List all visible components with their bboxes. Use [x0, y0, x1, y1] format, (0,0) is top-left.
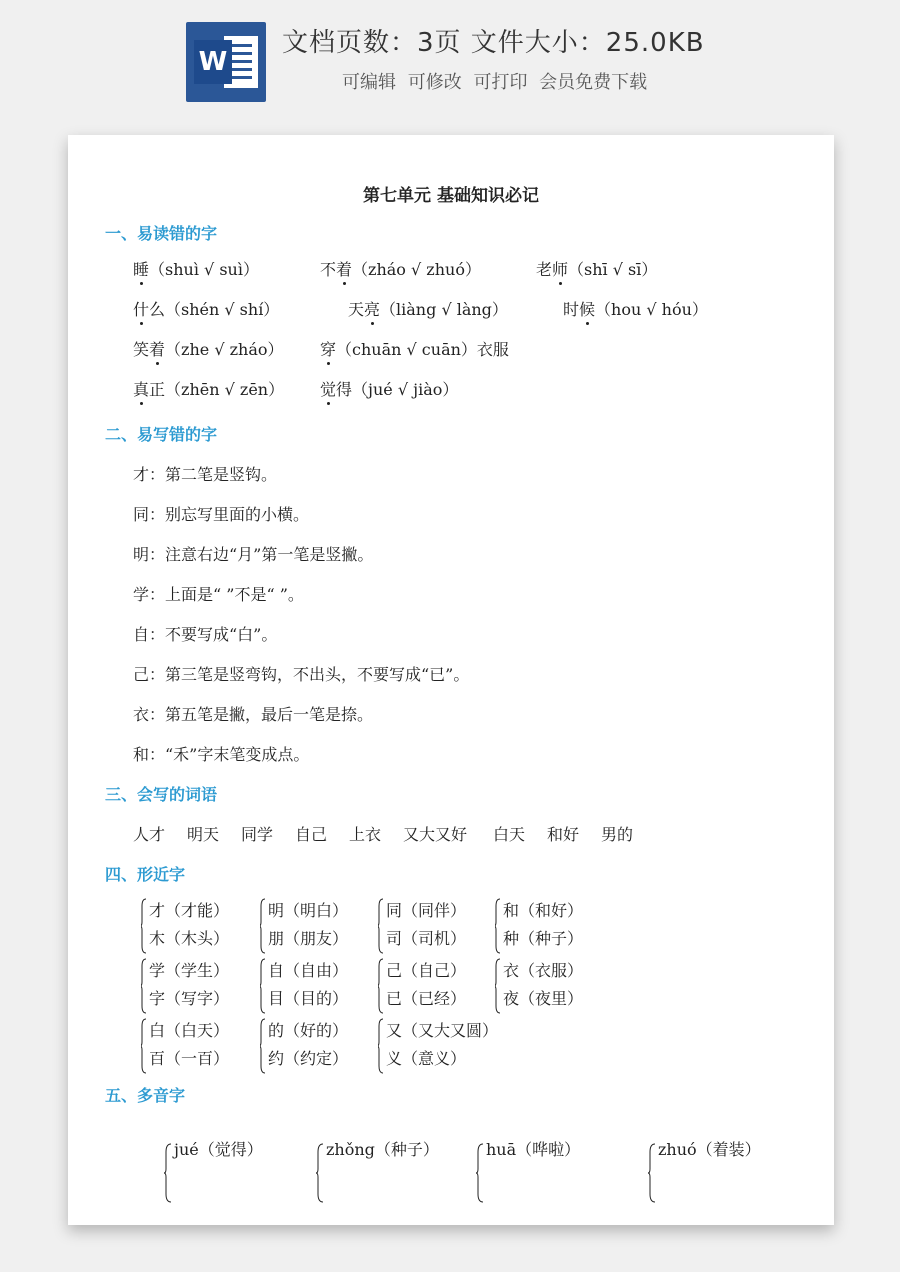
writing-tip: 自：不要写成“白”。 [133, 625, 278, 644]
section-heading-5: 五、多音字 [105, 1086, 186, 1105]
vocab-word: 男的 [601, 825, 634, 844]
document-title: 第七单元 基础知识必记 [363, 186, 539, 206]
brace-icon [378, 958, 384, 1014]
writing-tip: 同：别忘写里面的小横。 [133, 505, 310, 524]
brace-icon [495, 958, 501, 1014]
brace-icon [164, 1143, 172, 1207]
vocab-word: 明天 [187, 825, 220, 844]
section-heading-3: 三、会写的词语 [105, 785, 218, 804]
section-heading-1: 一、易读错的字 [105, 224, 218, 243]
pinyin-item: 天亮（liàng √ làng） [348, 300, 508, 319]
writing-tip: 才：第二笔是竖钩。 [133, 465, 278, 484]
brace-icon [260, 1018, 266, 1074]
pinyin-item: 真正（zhēn √ zēn） [133, 380, 285, 399]
brace-icon [260, 958, 266, 1014]
writing-tip: 和：“禾”字末笔变成点。 [133, 745, 310, 764]
vocab-word: 上衣 [349, 825, 382, 844]
vocab-word: 同学 [241, 825, 274, 844]
file-info-title: 文档页数：3页 文件大小：25.0KB [282, 28, 705, 58]
writing-tip: 己：第三笔是竖弯钩，不出头，不要写成“已”。 [133, 665, 470, 684]
writing-tip: 学：上面是“ ”不是“ ”。 [133, 585, 304, 604]
vocab-word: 白天 [493, 825, 526, 844]
brace-icon [260, 898, 266, 954]
section-heading-4: 四、形近字 [105, 865, 186, 884]
pinyin-item: 觉得（jué √ jiào） [320, 380, 459, 399]
brace-icon [316, 1143, 324, 1207]
pinyin-item: 时候（hou √ hóu） [563, 300, 708, 319]
section-heading-2: 二、易写错的字 [105, 425, 218, 444]
pinyin-item: 睡（shuì √ suì） [133, 260, 259, 279]
vocab-word: 和好 [547, 825, 580, 844]
brace-icon [378, 898, 384, 954]
pinyin-item: 不着（zháo √ zhuó） [320, 260, 481, 279]
vocab-word: 又大又好 [403, 825, 468, 844]
pinyin-item: 穿（chuān √ cuān）衣服 [320, 340, 509, 359]
file-info-features: 可编辑 可修改 可打印 会员免费下载 [342, 72, 648, 93]
vocab-word: 自己 [295, 825, 328, 844]
word-document-icon [186, 22, 266, 102]
brace-icon [476, 1143, 484, 1207]
writing-tip: 明：注意右边“月”第一笔是竖撇。 [133, 545, 374, 564]
logo-letter: W [194, 40, 232, 84]
brace-icon [141, 958, 147, 1014]
vocab-word: 人才 [133, 825, 166, 844]
pinyin-item: 什么（shén √ shí） [133, 300, 280, 319]
brace-icon [648, 1143, 656, 1207]
file-info-banner [0, 0, 900, 110]
pinyin-item: 笑着（zhe √ zháo） [133, 340, 284, 359]
writing-tip: 衣：第五笔是撇，最后一笔是捺。 [133, 705, 374, 724]
document-page: 第七单元 基础知识必记 一、易读错的字 睡（shuì √ suì） 不着（zháo √ zhuó） 老师（shī √ sī） 什么（shén √ shí） 天亮（liàng √ làng） 时候（hou √ hóu） 笑着（zhe √ zháo） 穿（chuān √ cuān）衣服 真正（zhēn √ zēn） 觉得（jué √ jiào） 二、易写错的字 才：第二笔是竖钩。 同：别忘写里面的小横。 明：注意右边“月”第一笔是竖撇。 学：上面是“ ”不是“ ”。 自：不要写成“白”。 己：第三笔是竖弯钩，不出头，不要写成“已”。 衣：第五笔是撇，最后一笔是捺。 和：“禾”字末笔变成点。 三、会写的词语 人才 明天 同学 自己 上衣 又大又好 白天 和好 男的 四、形近字 才（才能） 木（木头） 明（明白） 朋（朋友） 同（同伴） 司（司机） 和（和好） 种（种子） 学（学生） 字（写字） 自（自由） 目（目的） 己（自己） 已（已经） 衣（衣服） 夜（夜里） 白（白天） 百（一百） 的（好的） 约（约定） 又（又大又圆） 义（意义） 五、多音字 jué（觉得） zhǒng（种子） huā（哗啦） zhuó（着装） [68, 135, 834, 1225]
brace-icon [141, 1018, 147, 1074]
pinyin-item: 老师（shī √ sī） [536, 260, 658, 279]
brace-icon [495, 898, 501, 954]
brace-icon [378, 1018, 384, 1074]
brace-icon [141, 898, 147, 954]
